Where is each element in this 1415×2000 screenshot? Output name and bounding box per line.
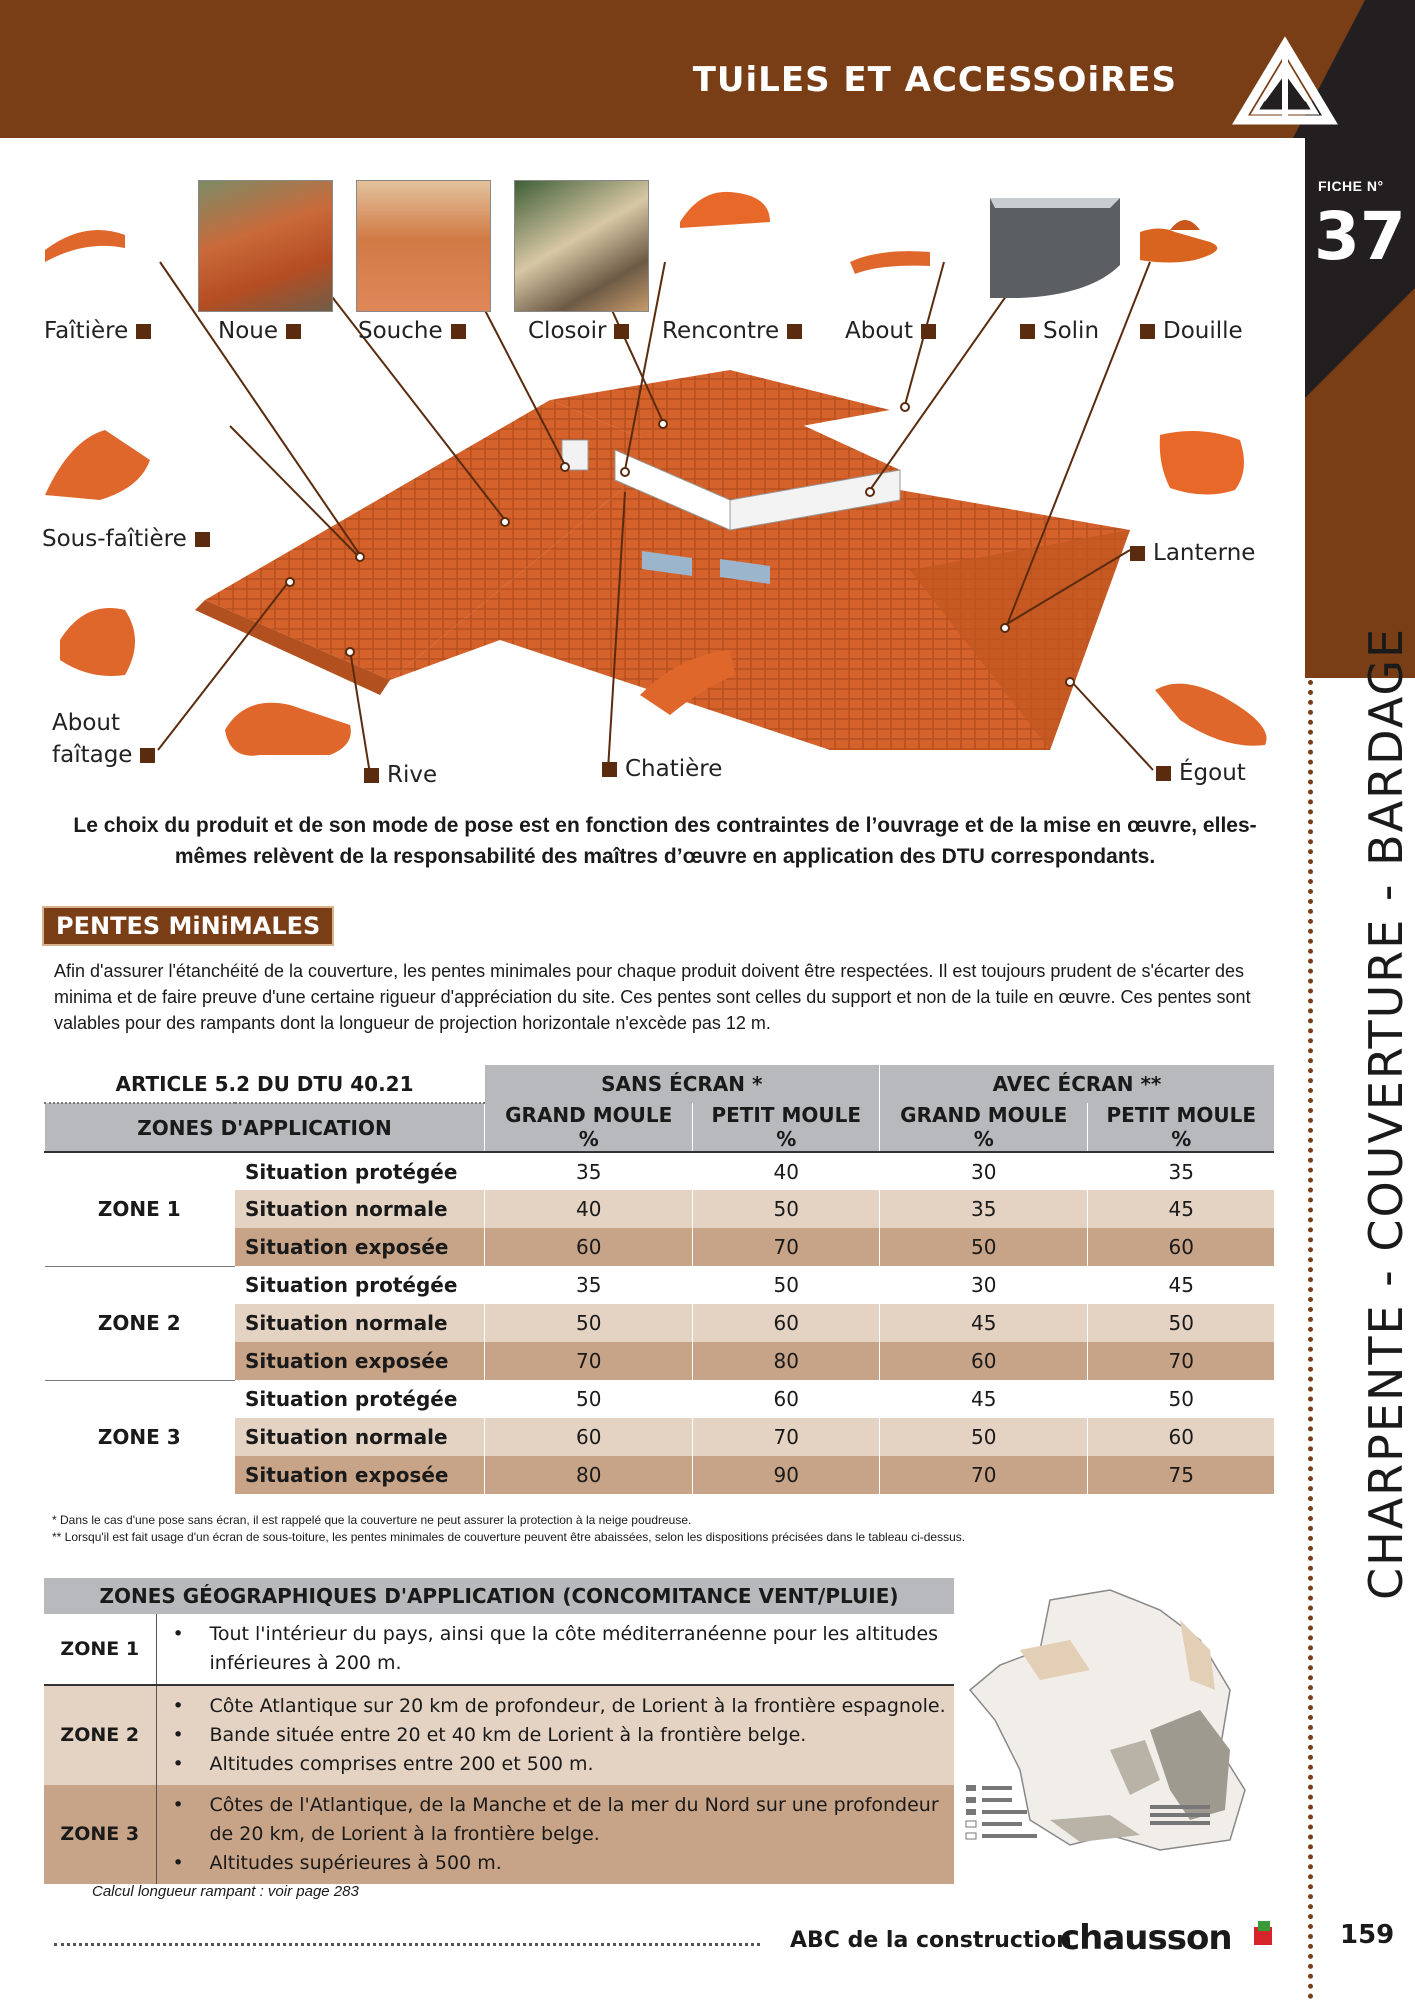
value-cell: 50 xyxy=(1088,1380,1274,1418)
zone-row xyxy=(44,1614,954,1685)
zone-row xyxy=(44,1785,954,1884)
value-cell: 35 xyxy=(485,1266,693,1304)
col-header: GRAND MOULE % xyxy=(485,1103,693,1152)
value-cell: 35 xyxy=(485,1152,693,1190)
souche-photo xyxy=(356,180,491,312)
table-row xyxy=(45,1266,1275,1304)
value-cell: 70 xyxy=(693,1228,880,1266)
value-cell: 45 xyxy=(1088,1190,1274,1228)
avec-ecran-header: AVEC ÉCRAN ** xyxy=(880,1065,1274,1103)
list-item: • Côte Atlantique sur 20 km de profondeur, de Lorient à la frontière espagnole. xyxy=(165,1692,947,1721)
label-lanterne: Lanterne xyxy=(1130,540,1255,566)
sidebar-section-title: CHARPENTE - COUVERTURE - BARDAGE xyxy=(1359,626,1413,1600)
closoir-photo xyxy=(514,180,649,312)
label-rencontre: Rencontre xyxy=(662,318,802,344)
value-cell: 45 xyxy=(880,1304,1088,1342)
zone-cell: ZONE 3 xyxy=(97,1425,181,1450)
section-title: PENTES MiNiMALES xyxy=(42,906,334,946)
label-chatiere: Chatière xyxy=(602,756,722,782)
page-title: TUiLES ET ACCESSOiRES xyxy=(692,60,1177,100)
zone-description xyxy=(156,1685,954,1785)
situation-cell: Situation exposée xyxy=(235,1456,485,1494)
value-cell: 35 xyxy=(1088,1152,1274,1190)
value-cell: 50 xyxy=(880,1228,1088,1266)
value-cell: 40 xyxy=(485,1190,693,1228)
value-cell: 60 xyxy=(880,1342,1088,1380)
value-cell: 70 xyxy=(880,1456,1088,1494)
zone-row xyxy=(44,1685,954,1785)
situation-cell: Situation exposée xyxy=(235,1228,485,1266)
situation-cell: Situation normale xyxy=(235,1190,485,1228)
header-band xyxy=(0,0,1415,138)
value-cell: 70 xyxy=(1088,1342,1274,1380)
zone-description xyxy=(156,1614,954,1685)
situation-cell: Situation protégée xyxy=(235,1152,485,1190)
value-cell: 70 xyxy=(485,1342,693,1380)
value-cell: 35 xyxy=(880,1190,1088,1228)
label-closoir: Closoir xyxy=(528,318,629,344)
situation-cell: Situation normale xyxy=(235,1418,485,1456)
zone-cell: ZONE 2 xyxy=(45,1266,235,1380)
footer-book-title: ABC de la construction xyxy=(790,1928,1072,1953)
value-cell: 75 xyxy=(1088,1456,1274,1494)
col-header: GRAND MOULE % xyxy=(880,1103,1088,1152)
value-cell: 80 xyxy=(485,1456,693,1494)
table-notes xyxy=(52,1512,1252,1546)
list-item: • Altitudes supérieures à 500 m. xyxy=(165,1849,947,1878)
value-cell: 50 xyxy=(693,1266,880,1304)
value-cell: 45 xyxy=(1088,1266,1274,1304)
zone-name: ZONE 2 xyxy=(44,1685,156,1785)
sidebar-wedge xyxy=(1305,288,1415,678)
value-cell: 30 xyxy=(880,1266,1088,1304)
calc-note: Calcul longueur rampant : voir page 283 xyxy=(92,1883,359,1900)
label-douille: Douille xyxy=(1140,318,1243,344)
page-number: 159 xyxy=(1340,1920,1395,1950)
value-cell: 45 xyxy=(880,1380,1088,1418)
value-cell: 30 xyxy=(880,1152,1088,1190)
zones-table-title: ZONES GÉOGRAPHIQUES D'APPLICATION (CONCOMITANCE VENT/PLUIE) xyxy=(44,1578,954,1614)
zone-cell: ZONE 1 xyxy=(45,1152,235,1266)
brand-logo: chausson xyxy=(1060,1918,1232,1958)
fiche-number: 37 xyxy=(1314,198,1406,275)
intro-text: Le choix du produit et de son mode de pose est en fonction des contraintes de l’ouvrage et de la mise en œuvre, elles-mêmes relèvent de la responsabilité des maîtres d’œuvre en application des DTU correspondants. xyxy=(73,814,1257,868)
value-cell: 50 xyxy=(693,1190,880,1228)
article-header: ARTICLE 5.2 DU DTU 40.21 xyxy=(45,1065,485,1103)
zones-table xyxy=(44,1578,954,1884)
list-item: • Tout l'intérieur du pays, ainsi que la côte méditerranéenne pour les altitudes inférieures à 200 m. xyxy=(165,1620,947,1678)
value-cell: 60 xyxy=(693,1380,880,1418)
label-sous-faitiere: Sous-faîtière xyxy=(42,526,210,552)
list-item: • Côtes de l'Atlantique, de la Manche et de la mer du Nord sur une profondeur de 20 km, de Lorient à la frontière belge. xyxy=(165,1791,947,1849)
slopes-table xyxy=(44,1065,1274,1494)
value-cell: 60 xyxy=(1088,1418,1274,1456)
situation-cell: Situation exposée xyxy=(235,1342,485,1380)
value-cell: 60 xyxy=(485,1228,693,1266)
fiche-label: FICHE N° xyxy=(1318,178,1384,194)
value-cell: 50 xyxy=(485,1380,693,1418)
col-header: PETIT MOULE % xyxy=(693,1103,880,1152)
value-cell: 80 xyxy=(693,1342,880,1380)
list-item: • Altitudes comprises entre 200 et 500 m. xyxy=(165,1750,947,1779)
value-cell: 60 xyxy=(1088,1228,1274,1266)
faitiere-tile-icon xyxy=(45,230,125,262)
roof-illustration xyxy=(30,170,1300,790)
situation-cell: Situation protégée xyxy=(235,1266,485,1304)
table-row xyxy=(45,1380,1275,1418)
situation-cell: Situation normale xyxy=(235,1304,485,1342)
sidebar-dotted-line xyxy=(1308,680,1314,2000)
value-cell: 70 xyxy=(693,1418,880,1456)
note-sans-ecran: * Dans le cas d'une pose sans écran, il est rappelé que la couverture ne peut assurer la protection à la neige poudreuse. xyxy=(52,1513,692,1527)
col-header: PETIT MOULE % xyxy=(1088,1103,1274,1152)
label-faitiere: Faîtière xyxy=(44,318,151,344)
situation-cell: Situation protégée xyxy=(235,1380,485,1418)
label-egout: Égout xyxy=(1156,760,1246,786)
zone-name: ZONE 3 xyxy=(44,1785,156,1884)
value-cell: 50 xyxy=(880,1418,1088,1456)
section-paragraph: Afin d'assurer l'étanchéité de la couverture, les pentes minimales pour chaque produit doivent être respectées. Il est toujours prudent de s'écarter des minima et de faire preuve d'une certaine rigueur d'appréciation du site. Ces pentes sont celles du support et non de la tuile en œuvre. Ces pentes sont valables pour des rampants dont la longueur de projection horizontale n'excède pas 12 m. xyxy=(54,961,1251,1033)
france-zones-map xyxy=(960,1580,1280,1870)
label-rive: Rive xyxy=(364,762,437,788)
zone-name: ZONE 1 xyxy=(44,1614,156,1685)
label-solin: Solin xyxy=(1020,318,1099,344)
table-row xyxy=(45,1152,1275,1190)
sans-ecran-header: SANS ÉCRAN * xyxy=(485,1065,880,1103)
zones-header: ZONES D'APPLICATION xyxy=(45,1103,485,1152)
list-item: • Bande située entre 20 et 40 km de Lorient à la frontière belge. xyxy=(165,1721,947,1750)
roof-truss-logo-icon xyxy=(1175,0,1415,138)
value-cell: 50 xyxy=(1088,1304,1274,1342)
value-cell: 50 xyxy=(485,1304,693,1342)
label-noue: Noue xyxy=(218,318,301,344)
value-cell: 40 xyxy=(693,1152,880,1190)
zone-description xyxy=(156,1785,954,1884)
value-cell: 90 xyxy=(693,1456,880,1494)
note-avec-ecran: ** Lorsqu'il est fait usage d'un écran de sous-toiture, les pentes minimales de couverture peuvent être abaissées, selon les dispositions précisées dans le tableau ci-dessus. xyxy=(52,1530,966,1544)
label-about-faitage-2: faîtage xyxy=(52,742,155,768)
value-cell: 60 xyxy=(693,1304,880,1342)
footer-dotted-line xyxy=(54,1943,760,1946)
label-souche: Souche xyxy=(358,318,466,344)
value-cell: 60 xyxy=(485,1418,693,1456)
brand-leaf-icon xyxy=(1258,1921,1270,1931)
noue-photo xyxy=(198,180,333,312)
label-about: About xyxy=(845,318,936,344)
label-about-faitage-1: About xyxy=(52,710,121,736)
